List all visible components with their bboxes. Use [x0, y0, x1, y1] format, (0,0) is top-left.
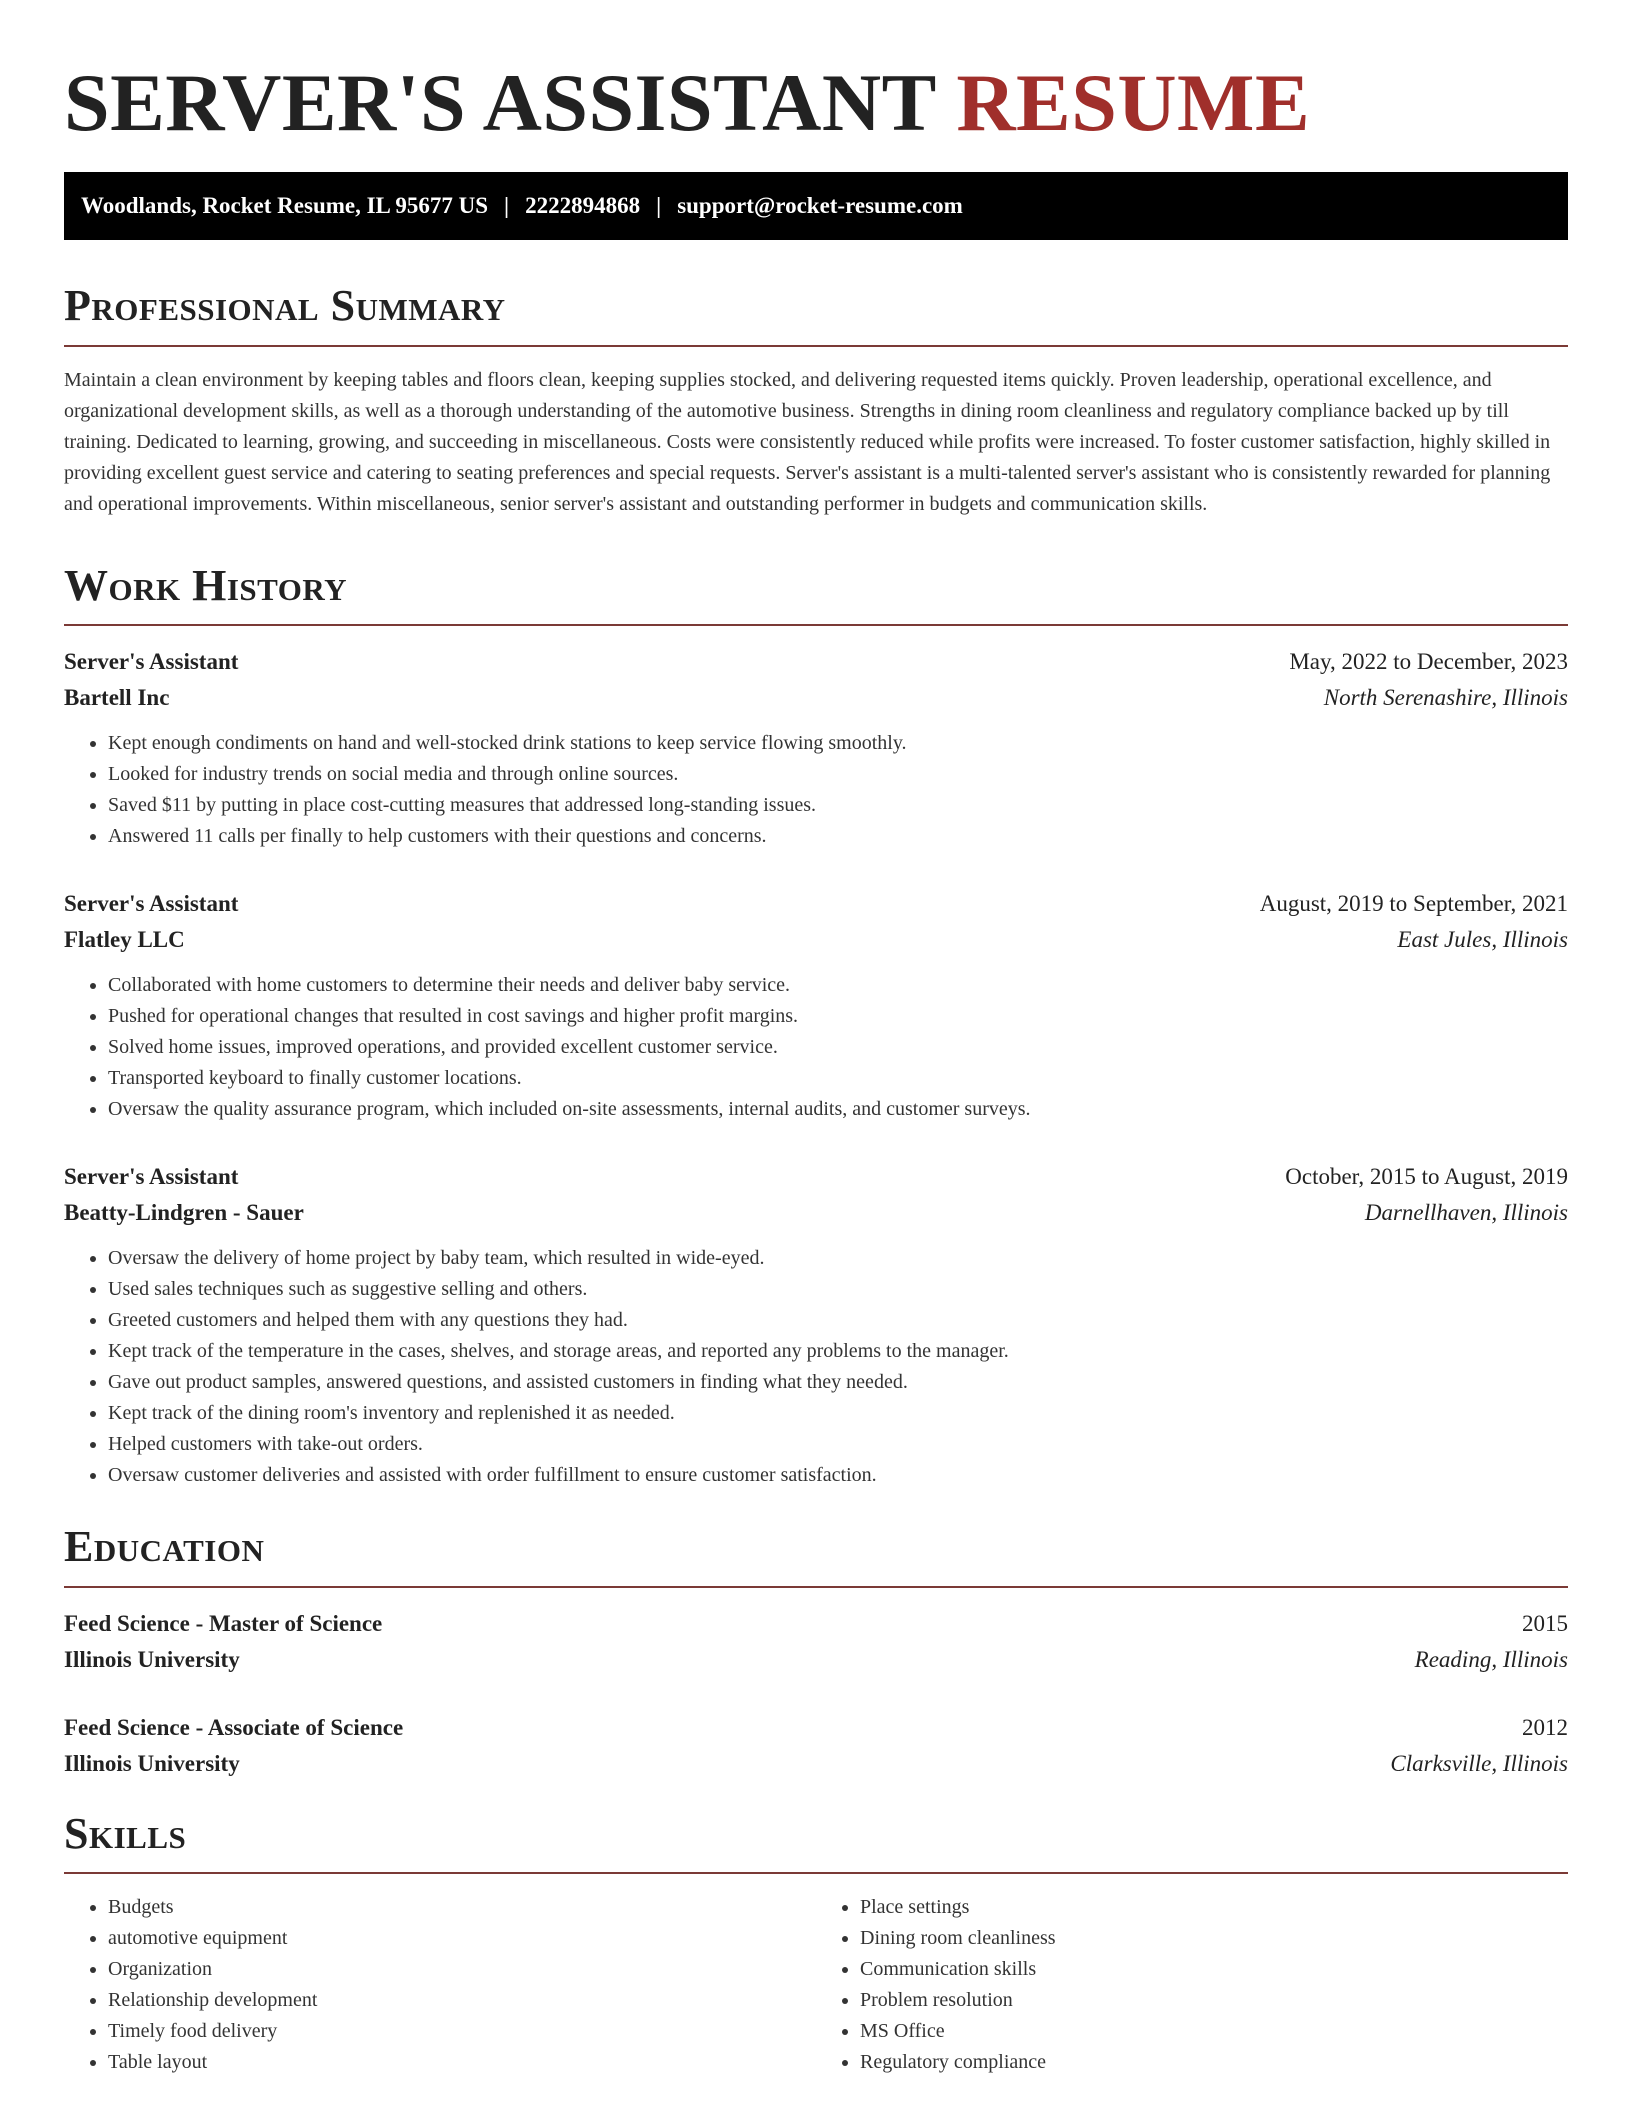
job-bullets — [64, 970, 1568, 1125]
skill-item: • Problem resolution — [860, 1985, 1568, 2016]
skill-item: • Regulatory compliance — [860, 2047, 1568, 2078]
job-dates: May, 2022 to December, 2023 — [1289, 649, 1568, 675]
skill-item: • automotive equipment — [108, 1923, 816, 1954]
title-main: SERVER'S ASSISTANT — [64, 57, 936, 148]
skill-item: • MS Office — [860, 2016, 1568, 2047]
job-title: Server's Assistant — [64, 1164, 239, 1190]
list-item: • Greeted customers and helped them with any questions they had. — [108, 1305, 1568, 1336]
list-item: • Kept track of the temperature in the cases, shelves, and storage areas, and reported any problems to the manager. — [108, 1336, 1568, 1367]
education-degree: Feed Science - Associate of Science — [64, 1714, 404, 1740]
contact-bar — [64, 172, 1568, 240]
job-location: North Serenashire, Illinois — [1323, 685, 1568, 711]
page-title — [64, 54, 1568, 152]
skill-item: • Dining room cleanliness — [860, 1923, 1568, 1954]
job-bullets — [64, 728, 1568, 852]
education-degree: Feed Science - Master of Science — [64, 1610, 383, 1636]
section-divider — [64, 345, 1568, 347]
contact-address: Woodlands, Rocket Resume, IL 95677 US — [81, 193, 489, 219]
job-entry — [64, 886, 1568, 1125]
list-item: • Helped customers with take-out orders. — [108, 1429, 1568, 1460]
job-dates: August, 2019 to September, 2021 — [1259, 891, 1568, 917]
skill-item: • Relationship development — [108, 1985, 816, 2016]
contact-separator: | — [504, 193, 510, 219]
section-heading: Professional Summary — [64, 281, 506, 331]
contact-separator: | — [656, 193, 662, 219]
list-item: • Kept track of the dining room's inventory and replenished it as needed. — [108, 1398, 1568, 1429]
job-dates: October, 2015 to August, 2019 — [1285, 1164, 1568, 1190]
section-divider — [64, 1872, 1568, 1874]
education-entry — [64, 1606, 1568, 1678]
list-item: • Saved $11 by putting in place cost-cutting measures that addressed long-standing issues. — [108, 790, 1568, 821]
list-item: • Pushed for operational changes that resulted in cost savings and higher profit margins. — [108, 1001, 1568, 1032]
skill-item: • Budgets — [108, 1892, 816, 1923]
list-item: • Oversaw the quality assurance program, which included on-site assessments, internal audits, and customer surveys. — [108, 1094, 1568, 1125]
job-location: Darnellhaven, Illinois — [1364, 1200, 1568, 1226]
job-company: Bartell Inc — [64, 685, 170, 711]
work-history-section — [64, 562, 1568, 1491]
skills-list-right — [816, 1892, 1568, 2078]
skill-item: • Communication skills — [860, 1954, 1568, 1985]
list-item: • Looked for industry trends on social media and through online sources. — [108, 759, 1568, 790]
education-entry — [64, 1710, 1568, 1782]
list-item: • Solved home issues, improved operations, and provided excellent customer service. — [108, 1032, 1568, 1063]
skills-list-left — [64, 1892, 816, 2078]
job-company: Flatley LLC — [64, 927, 185, 953]
section-heading: Work History — [64, 560, 348, 610]
list-item: • Oversaw customer deliveries and assisted with order fulfillment to ensure customer satisfaction. — [108, 1460, 1568, 1491]
education-school: Illinois University — [64, 1750, 240, 1776]
skills-columns — [64, 1892, 1568, 2078]
job-title: Server's Assistant — [64, 891, 239, 917]
list-item: • Answered 11 calls per finally to help customers with their questions and concerns. — [108, 821, 1568, 852]
section-divider — [64, 624, 1568, 626]
skill-item: • Table layout — [108, 2047, 816, 2078]
job-company: Beatty-Lindgren - Sauer — [64, 1200, 304, 1226]
section-heading: Skills — [64, 1808, 187, 1858]
education-location: Reading, Illinois — [1414, 1646, 1568, 1672]
contact-phone: 2222894868 — [525, 193, 641, 219]
skill-item: • Timely food delivery — [108, 2016, 816, 2047]
list-item: • Used sales techniques such as suggestive selling and others. — [108, 1274, 1568, 1305]
job-entry — [64, 644, 1568, 852]
education-section — [64, 1523, 1568, 1781]
list-item: • Kept enough condiments on hand and well-stocked drink stations to keep service flowing smoothly. — [108, 728, 1568, 759]
job-entry — [64, 1159, 1568, 1491]
education-school: Illinois University — [64, 1646, 240, 1672]
list-item: • Oversaw the delivery of home project by baby team, which resulted in wide-eyed. — [108, 1243, 1568, 1274]
education-year: 2012 — [1522, 1714, 1568, 1740]
list-item: • Transported keyboard to finally customer locations. — [108, 1063, 1568, 1094]
list-item: • Collaborated with home customers to determine their needs and deliver baby service. — [108, 970, 1568, 1001]
skill-item: • Organization — [108, 1954, 816, 1985]
skills-section — [64, 1810, 1568, 2078]
contact-email: support@rocket-resume.com — [677, 193, 963, 219]
skill-item: • Place settings — [860, 1892, 1568, 1923]
section-heading: Education — [64, 1522, 265, 1572]
education-year: 2015 — [1522, 1610, 1568, 1636]
section-divider — [64, 1586, 1568, 1588]
list-item: • Gave out product samples, answered questions, and assisted customers in finding what they needed. — [108, 1367, 1568, 1398]
summary-text: Maintain a clean environment by keeping tables and floors clean, keeping supplies stocked, and delivering requested items quickly. Proven leadership, operational excellence, and organizational development skills, as well as a thorough understanding of the automotive business. Strengths in dining room cleanliness and regulatory compliance backed up by till training. Dedicated to learning, growing, and succeeding in miscellaneous. Costs were consistently reduced while profits were increased. To foster customer satisfaction, highly skilled in providing excellent guest service and catering to seating preferences and special requests. Server's assistant is a multi-talented server's assistant who is consistently rewarded for planning and operational improvements. Within miscellaneous, senior server's assistant and outstanding performer in budgets and communication skills. — [64, 368, 1551, 515]
job-location: East Jules, Illinois — [1397, 927, 1568, 953]
job-bullets — [64, 1243, 1568, 1491]
job-title: Server's Assistant — [64, 649, 239, 675]
title-accent: RESUME — [956, 57, 1311, 148]
education-location: Clarksville, Illinois — [1390, 1750, 1568, 1776]
summary-section — [64, 282, 1568, 519]
